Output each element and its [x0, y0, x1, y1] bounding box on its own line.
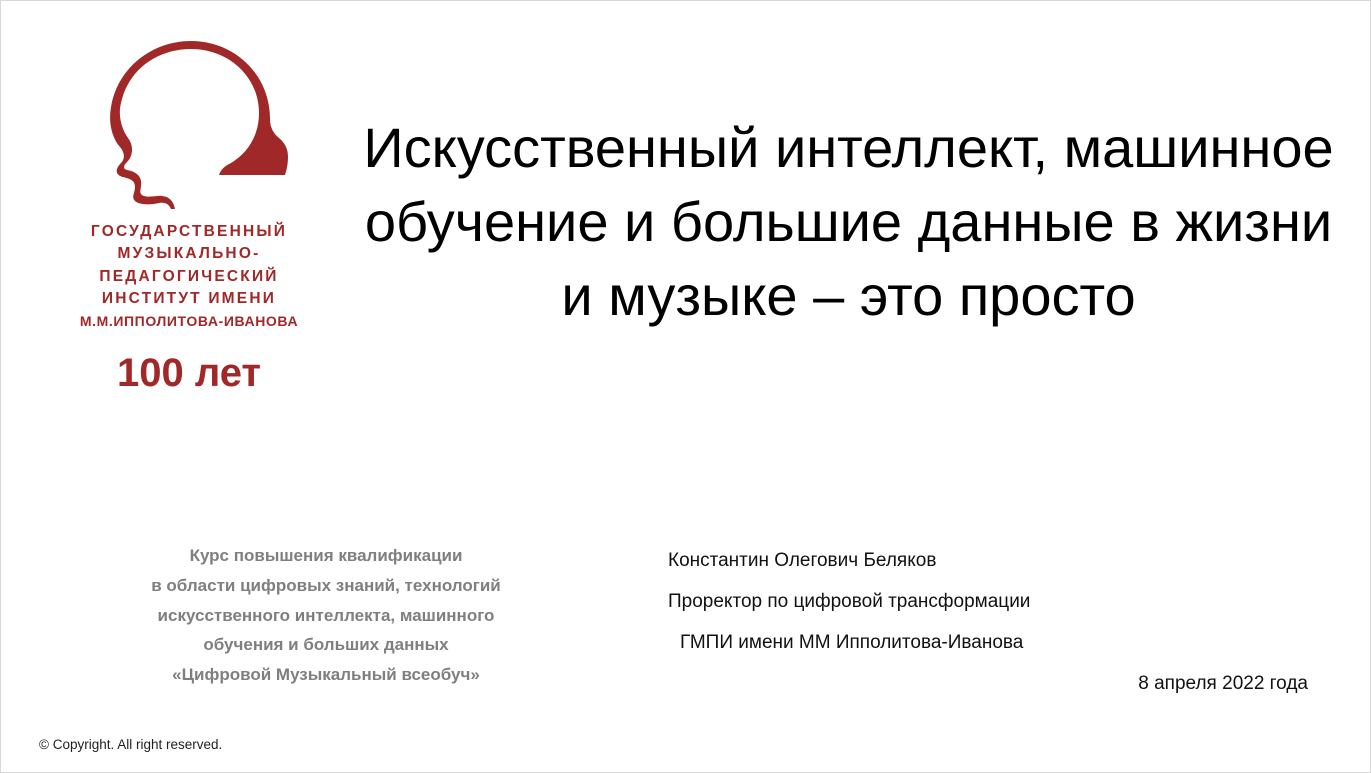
presenter-organization: ГМПИ имени ММ Ипполитова-Иванова — [680, 631, 1024, 653]
slide-title: Искусственный интеллект, машинное обучение и большие данные в жизни и музыке – это просто — [363, 116, 1334, 327]
presenter-name: Константин Олегович Беляков — [668, 550, 937, 571]
course-line-4: обучения и больших данных — [203, 635, 449, 655]
institution-name-line-2: МУЗЫКАЛЬНО- — [117, 245, 261, 263]
institution-logo-block — [39, 35, 339, 396]
course-line-3: искусственного интеллекта, машинного — [157, 605, 495, 625]
anniversary-label: 100 лет — [116, 351, 262, 396]
presenter-info — [656, 541, 1316, 704]
institution-name — [39, 221, 339, 331]
institution-name-line-3: ПЕДАГОГИЧЕСКИЙ — [99, 267, 279, 285]
institution-name-line-1: ГОСУДАРСТВЕННЫЙ — [90, 223, 288, 240]
copyright-notice: © Copyright. All right reserved. — [39, 737, 223, 752]
course-line-5: «Цифровой Музыкальный всеобуч» — [172, 665, 480, 684]
presenter-position: Проректор по цифровой трансформации — [668, 590, 1031, 612]
presentation-date: 8 апреля 2022 года — [1138, 672, 1308, 694]
course-line-1: Курс повышения квалификации — [189, 546, 463, 565]
course-line-2: в области цифровых знаний, технологий — [151, 575, 501, 595]
lenin-profile-logo-icon — [79, 35, 299, 215]
institution-name-line-4: ИНСТИТУТ ИМЕНИ — [101, 290, 277, 308]
course-description — [31, 541, 621, 690]
institution-name-line-5: М.М.ИППОЛИТОВА-ИВАНОВА — [79, 312, 299, 329]
